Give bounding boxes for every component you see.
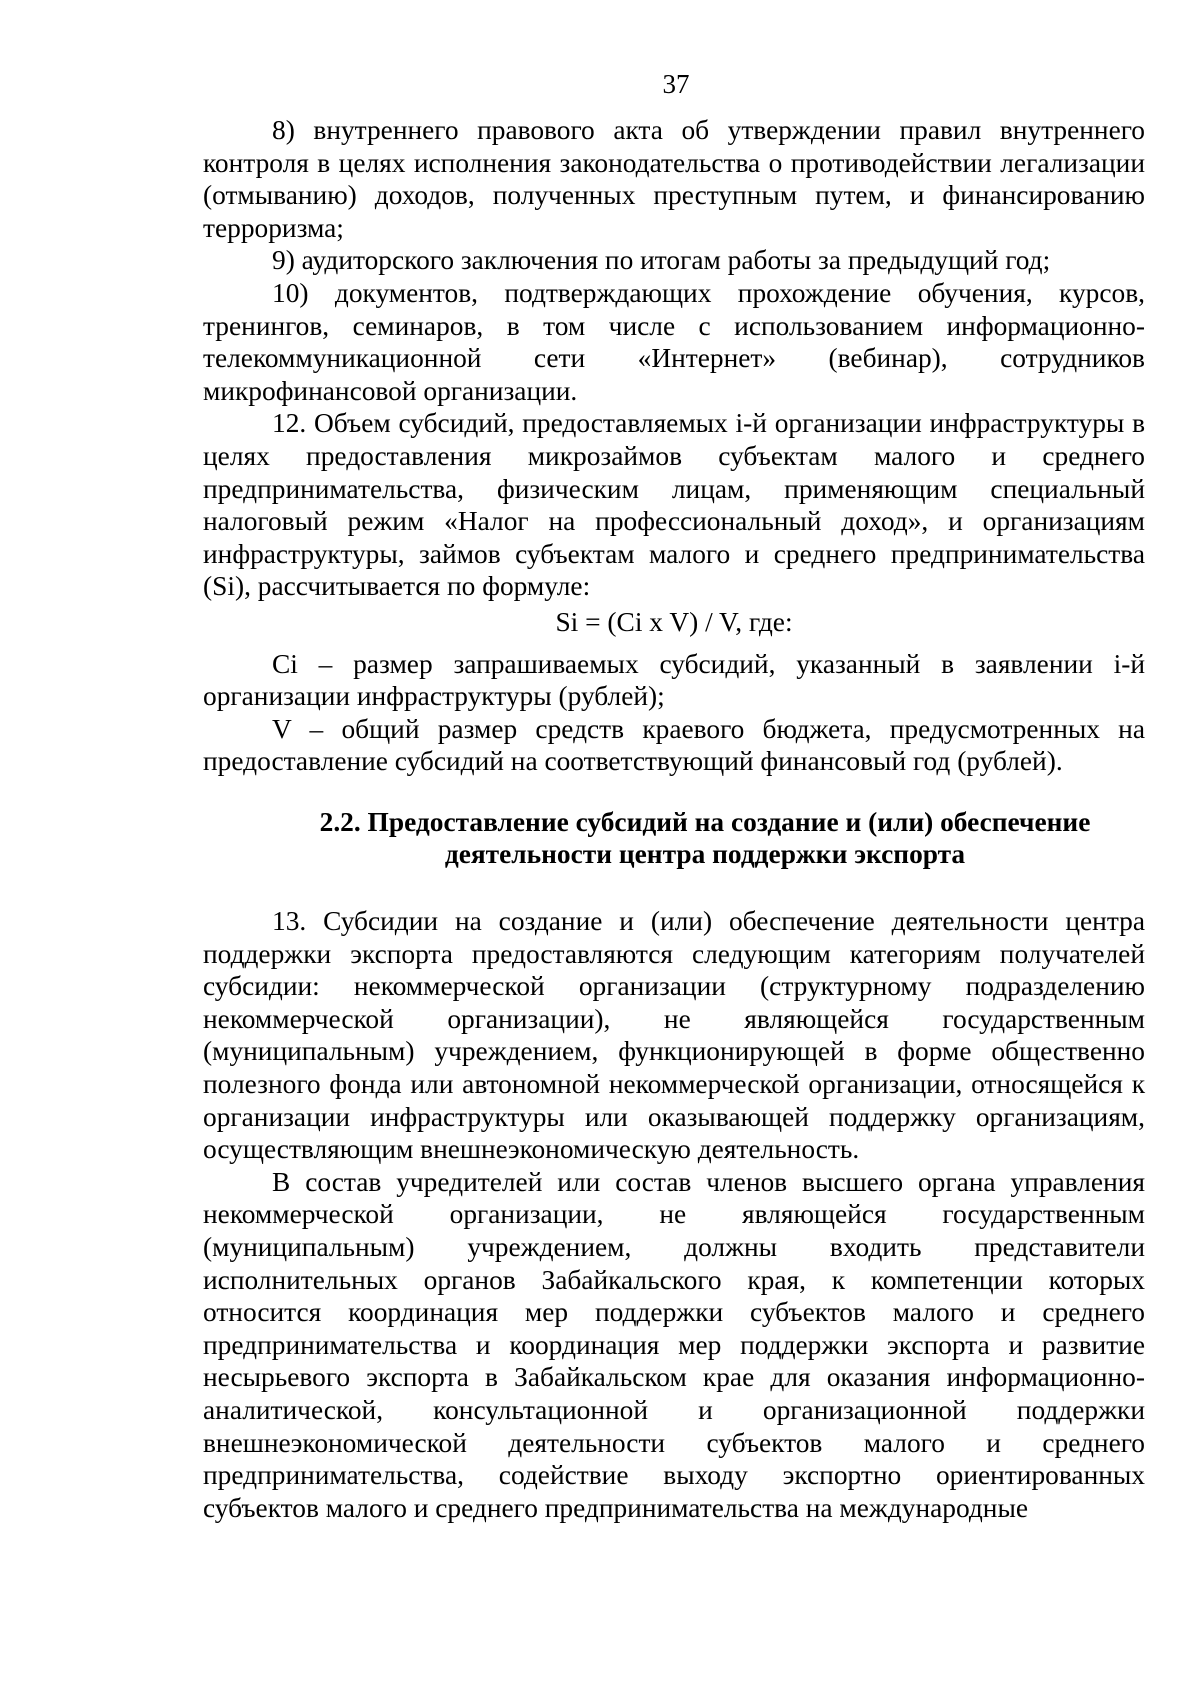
list-item-10: 10) документов, подтверждающих прохождение обучения, курсов, тренингов, семинаров, в том числе с использованием информационно-телекоммуникационной сети «Интернет» (вебинар), сотрудников микрофинансовой организации. <box>203 277 1145 406</box>
page-number: 37 <box>662 69 690 99</box>
list-item-9: 9) аудиторского заключения по итогам работы за предыдущий год; <box>272 245 1051 276</box>
definition-v: V – общий размер средств краевого бюджета, предусмотренных на предоставление субсидий на соответствующий финансовый год (рублей). <box>203 713 1145 777</box>
document-body <box>203 114 1145 1524</box>
definition-ci: Ci – размер запрашиваемых субсидий, указанный в заявлении i-й организации инфраструктуры (рублей); <box>203 648 1145 712</box>
paragraph-founders: В состав учредителей или состав членов высшего органа управления некоммерческой организации, не являющейся государственным (муниципальным) учреждением, должны входить представители исполнительных органов Забайкальского края, к компетенции которых относится координация мер поддержки субъектов малого и среднего предпринимательства и координация мер поддержки экспорта и развитие несырьевого экспорта в Забайкальском крае для оказания информационно-аналитической, консультационной и организационной поддержки внешнеэкономической деятельности субъектов малого и среднего предпринимательства, содействие выходу экспортно ориентированных субъектов малого и среднего предпринимательства на международные <box>203 1166 1145 1523</box>
section-heading-line-1: 2.2. Предоставление субсидий на создание и (или) обеспечение <box>319 806 1091 837</box>
list-item-8: 8) внутреннего правового акта об утверждении правил внутреннего контроля в целях исполнения законодательства о противодействии легализации (отмыванию) доходов, полученных преступным путем, и финансированию терроризма; <box>203 115 1145 243</box>
formula: Si = (Ci x V) / V, где: <box>555 606 793 637</box>
section-heading <box>203 806 1145 871</box>
section-heading-line-2: деятельности центра поддержки экспорта <box>444 839 966 870</box>
paragraph-12: 12. Объем субсидий, предоставляемых i-й организации инфраструктуры в целях предоставления микрозаймов субъектам малого и среднего предпринимательства, физическим лицам, применяющим специальный налоговый режим «Налог на профессиональный доход», и организациям инфраструктуры, займов субъектам малого и среднего предпринимательства (Si), рассчитывается по формуле: <box>203 408 1145 602</box>
paragraph-13: 13. Субсидии на создание и (или) обеспечение деятельности центра поддержки экспорта предоставляются следующим категориям получателей субсидии: некоммерческой организации (структурному подразделению некоммерческой организации), не являющейся государственным (муниципальным) учреждением, функционирующей в форме общественно полезного фонда или автономной некоммерческой организации, относящейся к организации инфраструктуры или оказывающей поддержку организациям, осуществляющим внешнеэкономическую деятельность. <box>203 906 1145 1165</box>
